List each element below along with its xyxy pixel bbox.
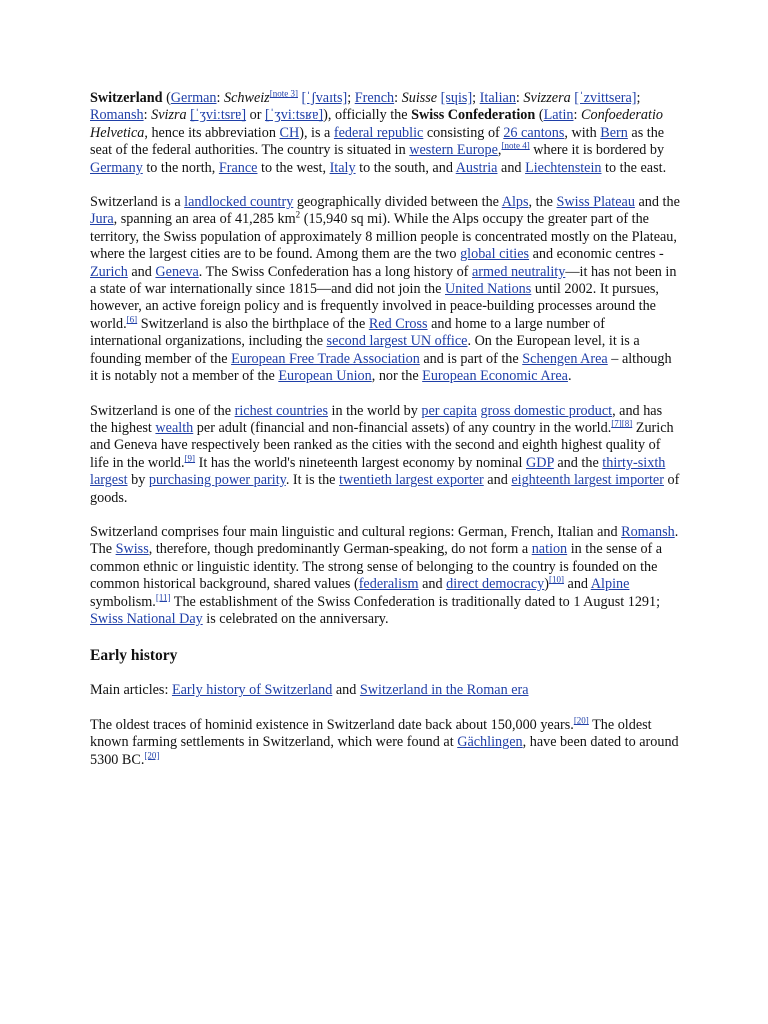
link-federal-republic[interactable]: federal republic bbox=[333, 124, 424, 141]
body-text: ; bbox=[636, 90, 641, 106]
body-text: : bbox=[216, 90, 224, 106]
link-swiss-national-day[interactable]: Swiss National Day bbox=[90, 610, 203, 627]
citation-superscript bbox=[270, 88, 298, 98]
body-text: The oldest known farming settlements in Switzerland, which were found at bbox=[90, 716, 652, 751]
citation-link[interactable]: [note 3] bbox=[269, 88, 298, 99]
body-text: to the west, bbox=[257, 159, 330, 176]
italic-text: Confoederatio Helvetica bbox=[90, 107, 663, 141]
body-text: to the north, bbox=[142, 159, 219, 176]
body-text: : bbox=[573, 107, 582, 124]
body-text: and bbox=[127, 263, 156, 280]
body-text: : bbox=[515, 90, 524, 106]
citation-superscript bbox=[127, 314, 138, 324]
body-text: and is part of the bbox=[419, 350, 523, 367]
link-german[interactable]: German bbox=[170, 90, 217, 106]
link-romansh[interactable]: Romansh bbox=[621, 523, 675, 540]
bold-text: Switzerland bbox=[90, 90, 163, 106]
body-text: . On the European level, it is a founding member of the bbox=[90, 333, 640, 367]
link-western-europe[interactable]: western Europe bbox=[409, 142, 498, 159]
citation-superscript bbox=[501, 140, 529, 150]
body-text: ( bbox=[535, 107, 544, 124]
link-per-capita[interactable]: per capita bbox=[421, 402, 477, 419]
body-text: symbolism. bbox=[90, 593, 156, 610]
link-richest-countries[interactable]: richest countries bbox=[234, 402, 328, 419]
body-text: Switzerland is a bbox=[90, 194, 185, 211]
body-text: and bbox=[483, 472, 512, 489]
body-text: ( bbox=[162, 90, 171, 106]
body-text: until 2002. It pursues, however, an active foreign policy and is frequently involved in peace-building processes around the world. bbox=[90, 281, 659, 332]
link-direct-democracy[interactable]: direct democracy bbox=[446, 576, 545, 593]
link-gross-domestic-product[interactable]: gross domestic product bbox=[480, 402, 613, 419]
intro-paragraph bbox=[90, 90, 680, 177]
body-text: and bbox=[332, 682, 360, 699]
link-swiss-plateau[interactable]: Swiss Plateau bbox=[556, 194, 635, 211]
superscript-text: 2 bbox=[295, 209, 301, 220]
link-eighteenth-largest-importer[interactable]: eighteenth largest importer bbox=[511, 472, 664, 489]
link-romansh[interactable]: Romansh bbox=[90, 107, 144, 124]
body-text: Switzerland is one of the bbox=[90, 402, 235, 419]
body-text: or bbox=[246, 107, 265, 124]
bold-text: Swiss Confederation bbox=[411, 107, 536, 124]
body-text: It has the world's nineteenth largest economy by nominal bbox=[195, 454, 526, 471]
body-text: where it is bordered by bbox=[529, 142, 665, 159]
citation-superscript bbox=[156, 592, 171, 602]
link-va-ts[interactable]: [ˈʃvaɪts] bbox=[301, 90, 348, 106]
body-text: (15,940 sq mi). While the Alps occupy the greater part of the territory, the Swiss population of approximately 8 million people is concentrated mostly on the Plateau, where the largest cities are to be found. Among them are the two bbox=[90, 211, 677, 263]
body-text: . The Swiss Confederation has a long history of bbox=[198, 263, 472, 280]
body-text: , bbox=[497, 142, 502, 159]
body-text: by bbox=[127, 472, 149, 489]
body-text: consisting of bbox=[423, 124, 504, 141]
body-text: to the south, and bbox=[355, 159, 456, 176]
link-zurich[interactable]: Zurich bbox=[90, 263, 128, 280]
body-text: Switzerland is also the birthplace of the bbox=[137, 315, 369, 332]
link-federalism[interactable]: federalism bbox=[358, 576, 419, 593]
link-s-is[interactable]: [sɥis] bbox=[440, 90, 473, 106]
body-text: ) bbox=[544, 576, 549, 593]
link-global-cities[interactable]: global cities bbox=[460, 246, 530, 263]
link-thirty-sixth-largest[interactable]: thirty-sixth largest bbox=[90, 454, 666, 489]
body-text: in the sense of a common ethnic or linguistic identity. The strong sense of belonging to the country is founded on the common historical background, shared values ( bbox=[90, 541, 663, 593]
citation-link[interactable]: [11] bbox=[155, 591, 171, 602]
link-united-nations[interactable]: United Nations bbox=[445, 281, 532, 298]
link-landlocked-country[interactable]: landlocked country bbox=[184, 194, 294, 211]
link-early-history-of-switzerland[interactable]: Early history of Switzerland bbox=[171, 682, 333, 699]
body-text: to the east. bbox=[601, 159, 667, 176]
citation-superscript bbox=[185, 453, 196, 463]
body-text: , spanning an area of 41,285 km bbox=[113, 211, 296, 228]
link-france[interactable]: France bbox=[218, 159, 258, 176]
economy-paragraph bbox=[90, 403, 680, 507]
citation-link[interactable]: [10] bbox=[548, 574, 564, 585]
body-text: of goods. bbox=[90, 472, 680, 506]
citation-link[interactable]: [9] bbox=[184, 452, 196, 463]
italic-text: Svizzera bbox=[523, 90, 571, 106]
body-text: . The bbox=[90, 523, 679, 558]
body-text: Switzerland comprises four main linguistic and cultural regions: German, French, Italian and bbox=[90, 523, 622, 540]
body-text: . bbox=[567, 368, 572, 385]
body-text: , therefore, though predominantly German-speaking, do not form a bbox=[148, 541, 532, 558]
link-european-economic-area[interactable]: European Economic Area bbox=[422, 368, 568, 385]
link-red-cross[interactable]: Red Cross bbox=[368, 315, 428, 332]
body-text: and economic centres - bbox=[529, 246, 664, 263]
citation-link[interactable]: [note 4] bbox=[501, 140, 530, 151]
body-text: is celebrated on the anniversary. bbox=[202, 610, 389, 627]
link-geneva[interactable]: Geneva bbox=[155, 263, 199, 280]
link-wealth[interactable]: wealth bbox=[155, 419, 194, 436]
body-text: – although it is notably not a member of the bbox=[90, 350, 672, 385]
body-text: The oldest traces of hominid existence in Switzerland date back about 150,000 years. bbox=[90, 716, 574, 733]
link-austria[interactable]: Austria bbox=[455, 159, 498, 176]
link-purchasing-power-parity[interactable]: purchasing power parity bbox=[148, 472, 286, 489]
body-text: and bbox=[418, 576, 447, 593]
main-articles-note bbox=[90, 682, 680, 699]
early-history-paragraph bbox=[90, 717, 680, 769]
link-latin[interactable]: Latin bbox=[543, 107, 574, 124]
body-text: : bbox=[394, 90, 402, 106]
link-twentieth-largest-exporter[interactable]: twentieth largest exporter bbox=[339, 472, 484, 489]
body-text: : bbox=[143, 107, 152, 124]
body-text: ; bbox=[472, 90, 480, 106]
citation-link[interactable]: [20] bbox=[144, 749, 160, 760]
body-text: as the seat of the federal authorities. The country is situated in bbox=[90, 124, 665, 159]
body-text: , and has the highest bbox=[90, 402, 663, 436]
link-26-cantons[interactable]: 26 cantons bbox=[503, 124, 565, 141]
geography-paragraph bbox=[90, 194, 680, 385]
link-schengen-area[interactable]: Schengen Area bbox=[522, 350, 608, 367]
link-nation[interactable]: nation bbox=[531, 541, 568, 558]
link-french[interactable]: French bbox=[354, 90, 395, 106]
link-swiss[interactable]: Swiss bbox=[115, 541, 149, 558]
citation-superscript bbox=[574, 715, 589, 725]
link-italy[interactable]: Italy bbox=[329, 159, 356, 176]
link-armed-neutrality[interactable]: armed neutrality bbox=[471, 263, 566, 280]
italic-text: Schweiz bbox=[224, 90, 270, 106]
citation-link[interactable]: [6] bbox=[126, 314, 138, 325]
link-vi-ts[interactable]: [ˈʒviːtsʁɐ] bbox=[264, 107, 324, 124]
citation-link[interactable]: [7][8] bbox=[611, 418, 633, 429]
body-text: , the bbox=[528, 194, 557, 211]
link-italian[interactable]: Italian bbox=[479, 90, 516, 106]
body-text: and the bbox=[553, 454, 603, 471]
culture-paragraph bbox=[90, 524, 680, 628]
link-switzerland-in-the-roman-era[interactable]: Switzerland in the Roman era bbox=[359, 682, 529, 699]
citation-superscript bbox=[611, 418, 632, 428]
link-liechtenstein[interactable]: Liechtenstein bbox=[525, 159, 602, 176]
link-ch[interactable]: CH bbox=[279, 124, 300, 141]
body-text: , nor the bbox=[371, 368, 423, 385]
article-page bbox=[90, 90, 680, 786]
link-germany[interactable]: Germany bbox=[90, 159, 143, 176]
link-second-largest-un-office[interactable]: second largest UN office bbox=[326, 333, 468, 350]
link-gdp[interactable]: GDP bbox=[525, 454, 554, 471]
body-text: and bbox=[497, 159, 526, 176]
body-text: Zurich and Geneva have respectively been ranked as the cities with the second and eighth highest quality of life in the world. bbox=[90, 419, 674, 471]
link-alps[interactable]: Alps bbox=[501, 194, 529, 211]
body-text: The establishment of the Swiss Confederation is traditionally dated to 1 August 1291; bbox=[170, 593, 661, 610]
body-text: and home to a large number of international organizations, including the bbox=[90, 315, 605, 350]
body-text: and the bbox=[634, 194, 680, 211]
italic-text: Suisse bbox=[401, 90, 438, 106]
link-zvittsera[interactable]: [ˈzvittsera] bbox=[574, 90, 637, 106]
body-text: . It is the bbox=[285, 472, 340, 489]
body-text: ; bbox=[347, 90, 355, 106]
body-text: —it has not been in a state of war internationally since 1815—and did not join the bbox=[90, 263, 677, 298]
link-vi-tsr[interactable]: [ˈʒviːtsrɐ] bbox=[190, 107, 247, 124]
body-text: Main articles: bbox=[90, 682, 172, 699]
body-text: per adult (financial and non-financial assets) of any country in the world. bbox=[193, 419, 612, 436]
body-text: in the world by bbox=[327, 402, 422, 419]
body-text: , have been dated to around 5300 BC. bbox=[90, 734, 679, 768]
citation-superscript bbox=[144, 750, 159, 760]
citation-link[interactable]: [20] bbox=[573, 715, 589, 726]
body-text: ), is a bbox=[299, 124, 334, 141]
link-european-free-trade-association[interactable]: European Free Trade Association bbox=[231, 350, 420, 367]
italic-text: Svizra bbox=[151, 107, 187, 124]
link-european-union[interactable]: European Union bbox=[278, 368, 372, 385]
body-text: geographically divided between the bbox=[293, 194, 502, 211]
citation-superscript bbox=[549, 574, 564, 584]
link-alpine[interactable]: Alpine bbox=[590, 576, 630, 593]
link-bern[interactable]: Bern bbox=[600, 124, 628, 141]
body-text: ), officially the bbox=[323, 107, 412, 124]
link-g-chlingen[interactable]: Gächlingen bbox=[457, 734, 523, 751]
section-heading-early-history: Early history bbox=[90, 647, 178, 665]
body-text: , hence its abbreviation bbox=[144, 124, 280, 141]
body-text: and bbox=[563, 576, 591, 593]
link-jura[interactable]: Jura bbox=[90, 211, 114, 228]
body-text: , with bbox=[564, 124, 601, 141]
